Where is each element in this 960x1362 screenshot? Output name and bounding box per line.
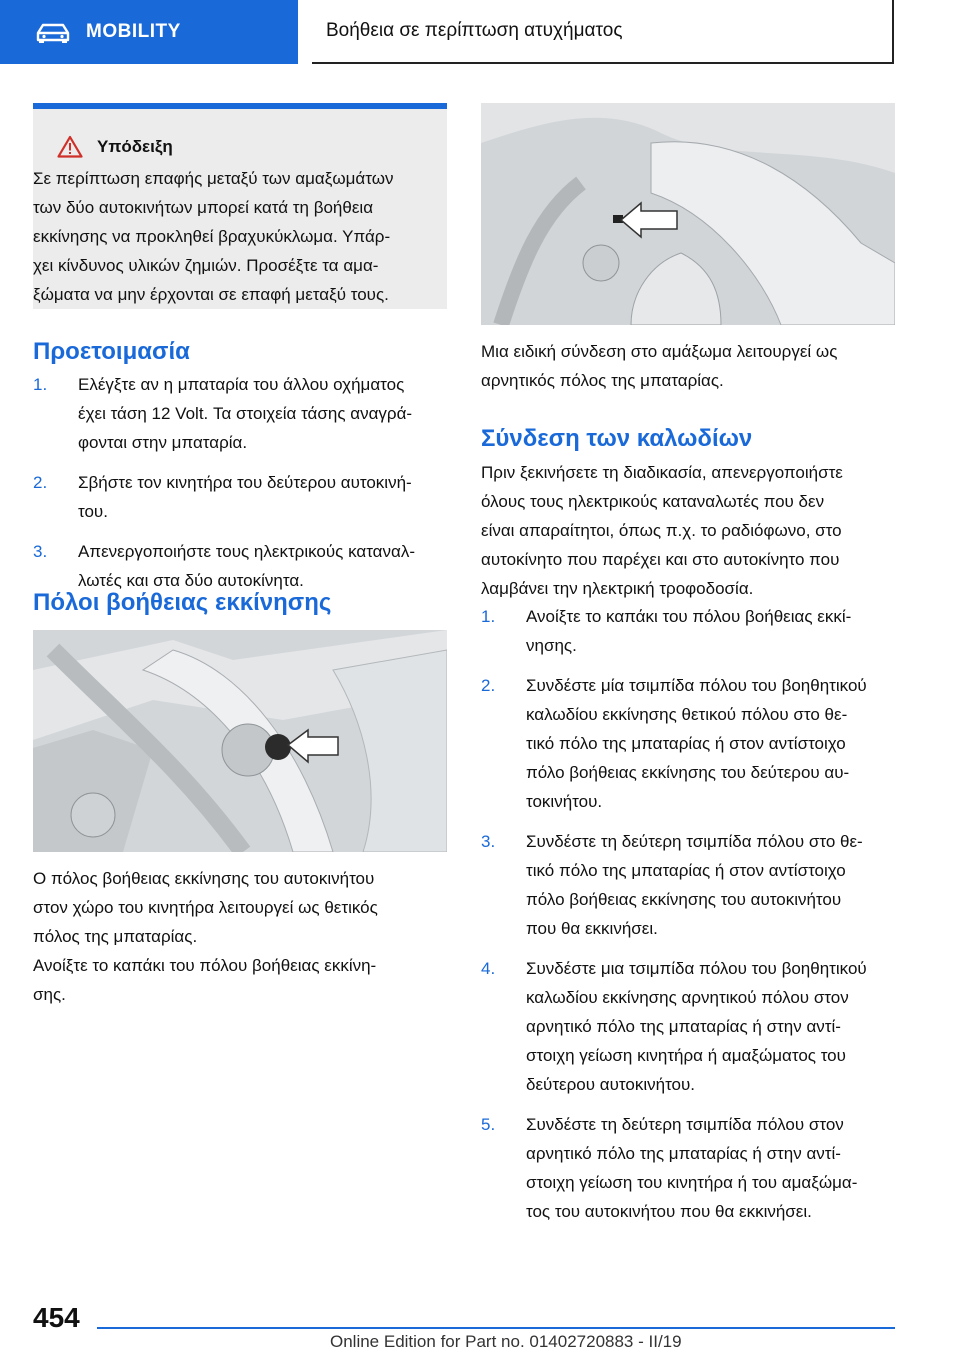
note-line: εκκίνησης να προκληθεί βραχυκύκλωμα. Υπάρ- — [33, 227, 391, 246]
heading-jump-poles: Πόλοι βοήθειας εκκίνησης — [33, 589, 332, 616]
note-text — [33, 164, 447, 309]
note-line: των δύο αυτοκινήτων μπορεί κατά τη βοήθεια — [33, 198, 374, 217]
chapter-title: Βοήθεια σε περίπτωση ατυχήματος — [326, 20, 623, 41]
section-tab-mobility[interactable] — [0, 0, 298, 64]
note-line: ξώματα να μην έρχονται σε επαφή μεταξύ τους. — [33, 285, 389, 304]
engine-illustration — [33, 630, 447, 852]
note-title: Υπόδειξη — [97, 136, 173, 156]
edition-text: Online Edition for Part no. 01402720883 - II/19 — [330, 1332, 682, 1351]
chapter-header — [312, 0, 894, 64]
car-icon — [34, 21, 72, 43]
connect-intro: Πριν ξεκινήσετε τη διαδικασία, απενεργοποιήστε όλους τους ηλεκτρικούς καταναλωτές που δεν είναι απαραίτητοι, όπως π.χ. το ραδιόφωνο, στο αυτοκίνητο που παρέχει και στο αυτοκίνητο που λαμβάνει την ηλεκτρική τροφοδοσία. — [481, 463, 843, 598]
heading-preparation: Προετοιμασία — [33, 338, 190, 365]
warning-triangle-icon — [57, 135, 83, 158]
list-item: 2. Σβήστε τον κινητήρα του δεύτερου αυτοκινή- του. — [33, 473, 412, 521]
page-number: 454 — [33, 1302, 80, 1333]
footer-rule — [97, 1327, 895, 1329]
list-item: 1. Ελέγξτε αν η μπαταρία του άλλου οχήματος έχει τάση 12 Volt. Τα στοιχεία τάσης αναγρά- φονται στην μπαταρία. — [33, 375, 413, 452]
list-item: 4. Συνδέστε μια τσιμπίδα πόλου του βοηθητικού καλωδίου εκκίνησης αρνητικού πόλου στον αρνητικό πόλο της μπαταρίας ή στην αντί- στοιχη γείωση κινητήρα ή αμαξώματος του δεύτερου αυτοκινήτου. — [481, 959, 867, 1094]
list-item: 1. Ανοίξτε το καπάκι του πόλου βοήθειας εκκί- νησης. — [481, 607, 852, 655]
heading-connect-cables: Σύνδεση των καλωδίων — [481, 425, 753, 452]
connect-steps-list — [481, 602, 895, 1237]
note-box — [33, 103, 447, 309]
caption-open-cover: Ανοίξτε το καπάκι του πόλου βοήθειας εκκίνη- σης. — [33, 956, 377, 1004]
engine-photo-positive-pole — [33, 630, 447, 852]
list-item: 5. Συνδέστε τη δεύτερη τσιμπίδα πόλου στον αρνητικό πόλο της μπαταρίας ή στην αντί- στοιχη γείωση του κινητήρα ή του αμαξώμα- τος του αυτοκινήτου που θα εκκινήσει. — [481, 1115, 858, 1221]
note-line: χει κίνδυνος υλικών ζημιών. Προσέξτε τα αμα- — [33, 256, 379, 275]
body-ground-illustration — [481, 103, 895, 325]
caption-positive-pole: Ο πόλος βοήθειας εκκίνησης του αυτοκινήτου στον χώρο του κινητήρα λειτουργεί ως θετικός πόλος της μπαταρίας. — [33, 869, 378, 946]
preparation-list — [33, 370, 447, 606]
list-item: 3. Συνδέστε τη δεύτερη τσιμπίδα πόλου στο θε- τικό πόλο της μπαταρίας ή στον αντίστοιχο πόλο βοήθειας εκκίνησης του αυτοκινήτου που θα εκκινήσει. — [481, 832, 863, 938]
list-item: 3. Απενεργοποιήστε τους ηλεκτρικούς καταναλ- λωτές και στα δύο αυτοκίνητα. — [33, 542, 416, 590]
caption-negative-pole: Μια ειδική σύνδεση στο αμάξωμα λειτουργεί ως αρνητικός πόλος της μπαταρίας. — [481, 342, 838, 390]
section-label: MOBILITY — [86, 21, 181, 42]
engine-photo-negative-pole — [481, 103, 895, 325]
list-item: 2. Συνδέστε μία τσιμπίδα πόλου του βοηθητικού καλωδίου εκκίνησης θετικού πόλου στο θε- τικό πόλο της μπαταρίας ή στον αντίστοιχο πόλο βοήθειας εκκίνησης του δεύτερου αυ- τοκινήτου. — [481, 676, 867, 811]
note-line: Σε περίπτωση επαφής μεταξύ των αμαξωμάτων — [33, 169, 394, 188]
